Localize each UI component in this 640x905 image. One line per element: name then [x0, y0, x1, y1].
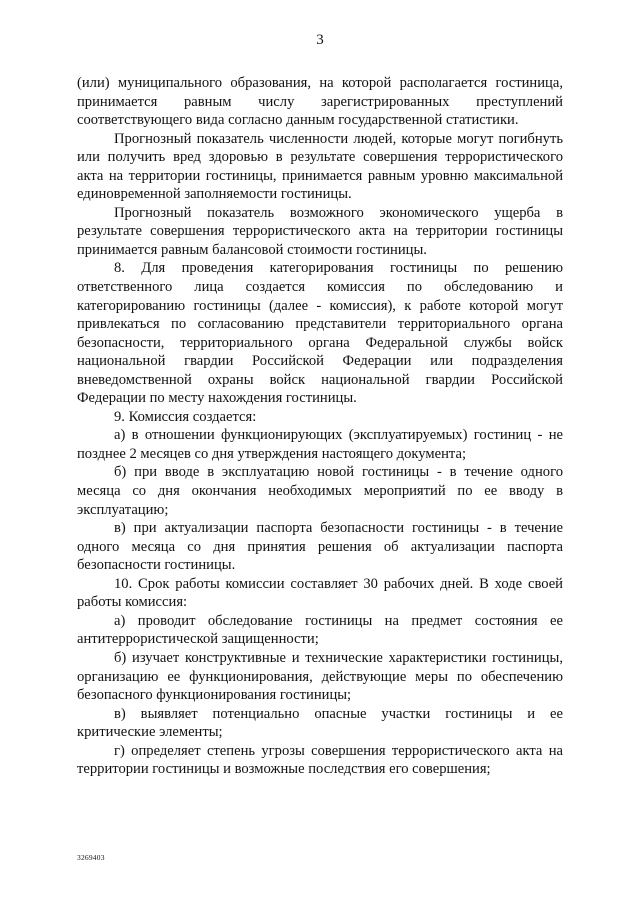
paragraph-9-commission-created: 9. Комиссия создается:: [114, 408, 257, 425]
paragraph-10a: а) проводит обследование гостиницы на предмет состояния ее антитеррористической защищенности;: [77, 612, 563, 648]
paragraph-9b: б) при вводе в эксплуатацию новой гостиницы - в течение одного месяца со дня окончания необходимых мероприятий по ее вводу в эксплуатацию;: [77, 464, 563, 518]
paragraph-economic-damage-indicator: Прогнозный показатель возможного экономического ущерба в результате совершения террористического акта на территории гостиницы принимается равным балансовой стоимости гостиницы.: [77, 204, 563, 258]
paragraph-8-commission: 8. Для проведения категорирования гостиницы по решению ответственного лица создается комиссия по обследованию и категорированию гостиницы (далее - комиссия), к работе которой могут привлекаться по согласованию представители территориального органа безопасности, территориального органа Федеральной службы войск национальной гвардии Российской Федерации или подразделения вневедомственной охраны войск национальной гвардии Российской Федерации по месту нахождения гостиницы.: [77, 260, 563, 407]
paragraph-statistics-continuation: (или) муниципального образования, на которой располагается гостиница, принимается равным числу зарегистрированных преступлений соответствующего вида согласно данным государственной статистики.: [77, 75, 563, 129]
paragraph-casualties-indicator: Прогнозный показатель численности людей, которые могут погибнуть или получить вред здоровью в результате совершения террористического акта на территории гостиницы, принимается равным уровню максимальной единовременной заполняемости гостиницы.: [77, 130, 563, 203]
paragraph-10-work-period: 10. Срок работы комиссии составляет 30 рабочих дней. В ходе своей работы комиссия:: [77, 575, 563, 611]
document-body: [77, 74, 563, 779]
paragraph-9v: в) при актуализации паспорта безопасности гостиницы - в течение одного месяца со дня принятия решения об актуализации паспорта безопасности гостиницы.: [77, 520, 563, 574]
page-number: 3: [316, 32, 324, 48]
paragraph-10v: в) выявляет потенциально опасные участки гостиницы и ее критические элементы;: [77, 705, 563, 741]
paragraph-9a: а) в отношении функционирующих (эксплуатируемых) гостиниц - не позднее 2 месяцев со дня утверждения настоящего документа;: [77, 427, 563, 462]
document-code: 3269403: [77, 853, 105, 862]
paragraph-10g: г) определяет степень угрозы совершения террористического акта на территории гостиницы и возможные последствия его совершения;: [77, 742, 563, 778]
paragraph-10b: б) изучает конструктивные и технические характеристики гостиницы, организацию ее функционирования, действующие меры по обеспечению безопасного функционирования гостиницы;: [77, 649, 563, 704]
